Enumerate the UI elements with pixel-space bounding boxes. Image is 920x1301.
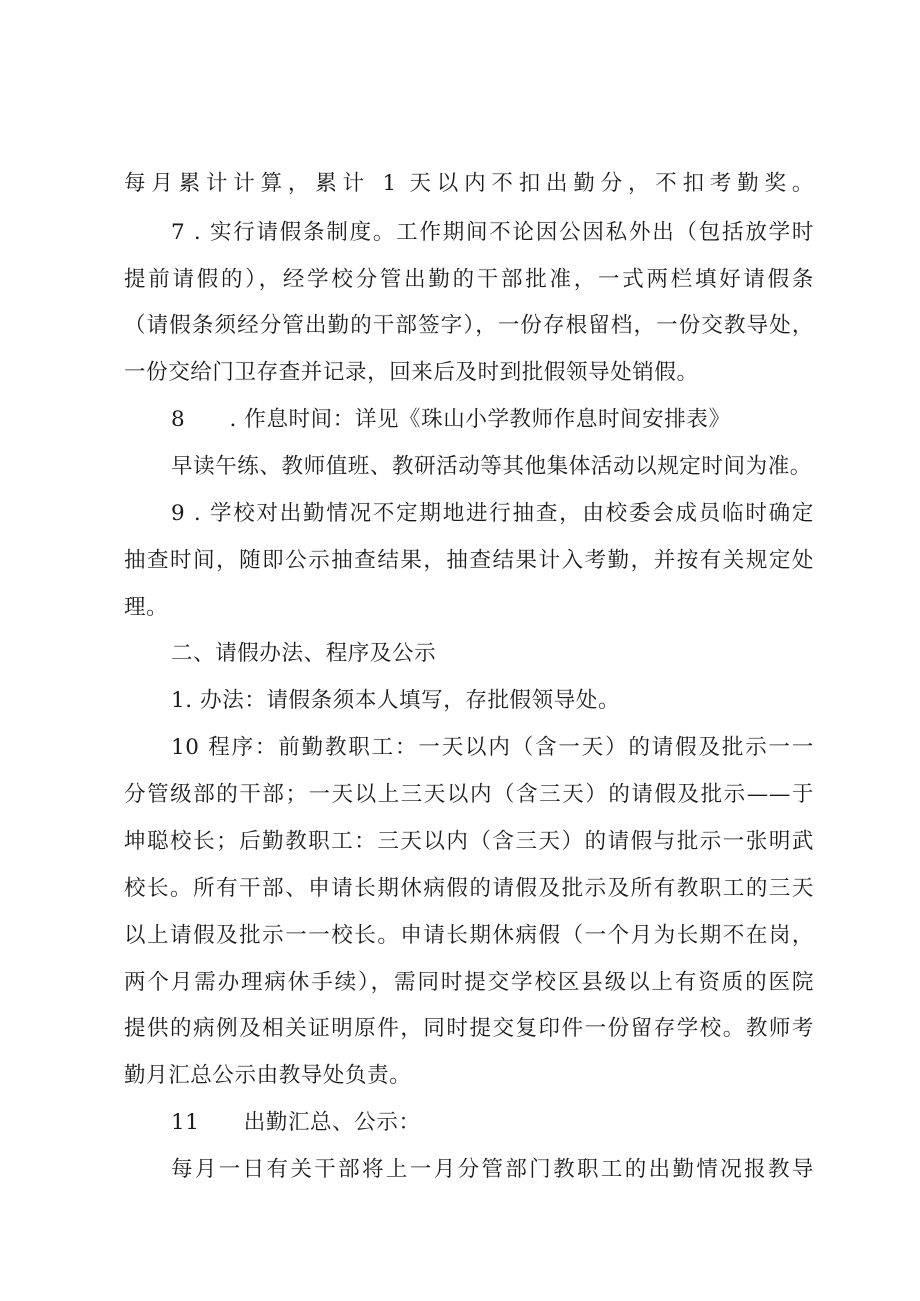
- paragraph-line: 8 . 作息时间：详见《珠山小学教师作息时间安排表》: [171, 407, 731, 432]
- paragraph-line: 7 . 实行请假条制度。工作期间不论因公因私外出（包括放学时: [171, 220, 814, 245]
- paragraph-line: （请假条须经分管出勤的干部签字），一份存根留档，一份交教导处，: [124, 313, 814, 338]
- paragraph-line: 分管级部的干部；一天以上三天以内（含三天）的请假及批示——于: [124, 782, 814, 807]
- section-heading: 11 出勤汇总、公示：: [171, 1110, 421, 1135]
- paragraph-line: 抽查时间，随即公示抽查结果，抽查结果计入考勤，并按有关规定处: [124, 548, 814, 573]
- paragraph-line: 勤月汇总公示由教导处负责。: [124, 1063, 412, 1088]
- paragraph-line: 1. 办法：请假条须本人填写，存批假领导处。: [171, 688, 621, 713]
- paragraph-line: 10 程序：前勤教职工：一天以内（含一天）的请假及批示一一: [171, 735, 814, 760]
- paragraph-line: 以上请假及批示一一校长。申请长期休病假（一个月为长期不在岗，: [124, 923, 814, 948]
- paragraph-line: 两个月需办理病休手续），需同时提交学校区县级以上有资质的医院: [124, 970, 814, 995]
- paragraph-line: 校长。所有干部、申请长期休病假的请假及批示及所有教职工的三天: [124, 876, 814, 901]
- paragraph-line: 提供的病例及相关证明原件，同时提交复印件一份留存学校。教师考: [124, 1016, 814, 1041]
- paragraph-line: 9 . 学校对出勤情况不定期地进行抽查，由校委会成员临时确定: [171, 501, 814, 526]
- paragraph-line: 每月一日有关干部将上一月分管部门教职工的出勤情况报教导: [171, 1157, 814, 1182]
- paragraph-line: 提前请假的），经学校分管出勤的干部批准，一式两栏填好请假条: [124, 267, 814, 292]
- section-heading: 二、请假办法、程序及公示: [171, 641, 437, 666]
- paragraph-line: 每月累计计算，累计 1 天以内不扣出勤分，不扣考勤奖。: [124, 171, 814, 196]
- paragraph-line: 一份交给门卫存查并记录，回来后及时到批假领导处销假。: [124, 360, 699, 385]
- paragraph-line: 理。: [124, 595, 169, 620]
- paragraph-line: 坤聪校长；后勤教职工：三天以内（含三天）的请假与批示一张明武: [124, 829, 814, 854]
- paragraph-line: 早读午练、教师值班、教研活动等其他集体活动以规定时间为准。: [171, 454, 812, 479]
